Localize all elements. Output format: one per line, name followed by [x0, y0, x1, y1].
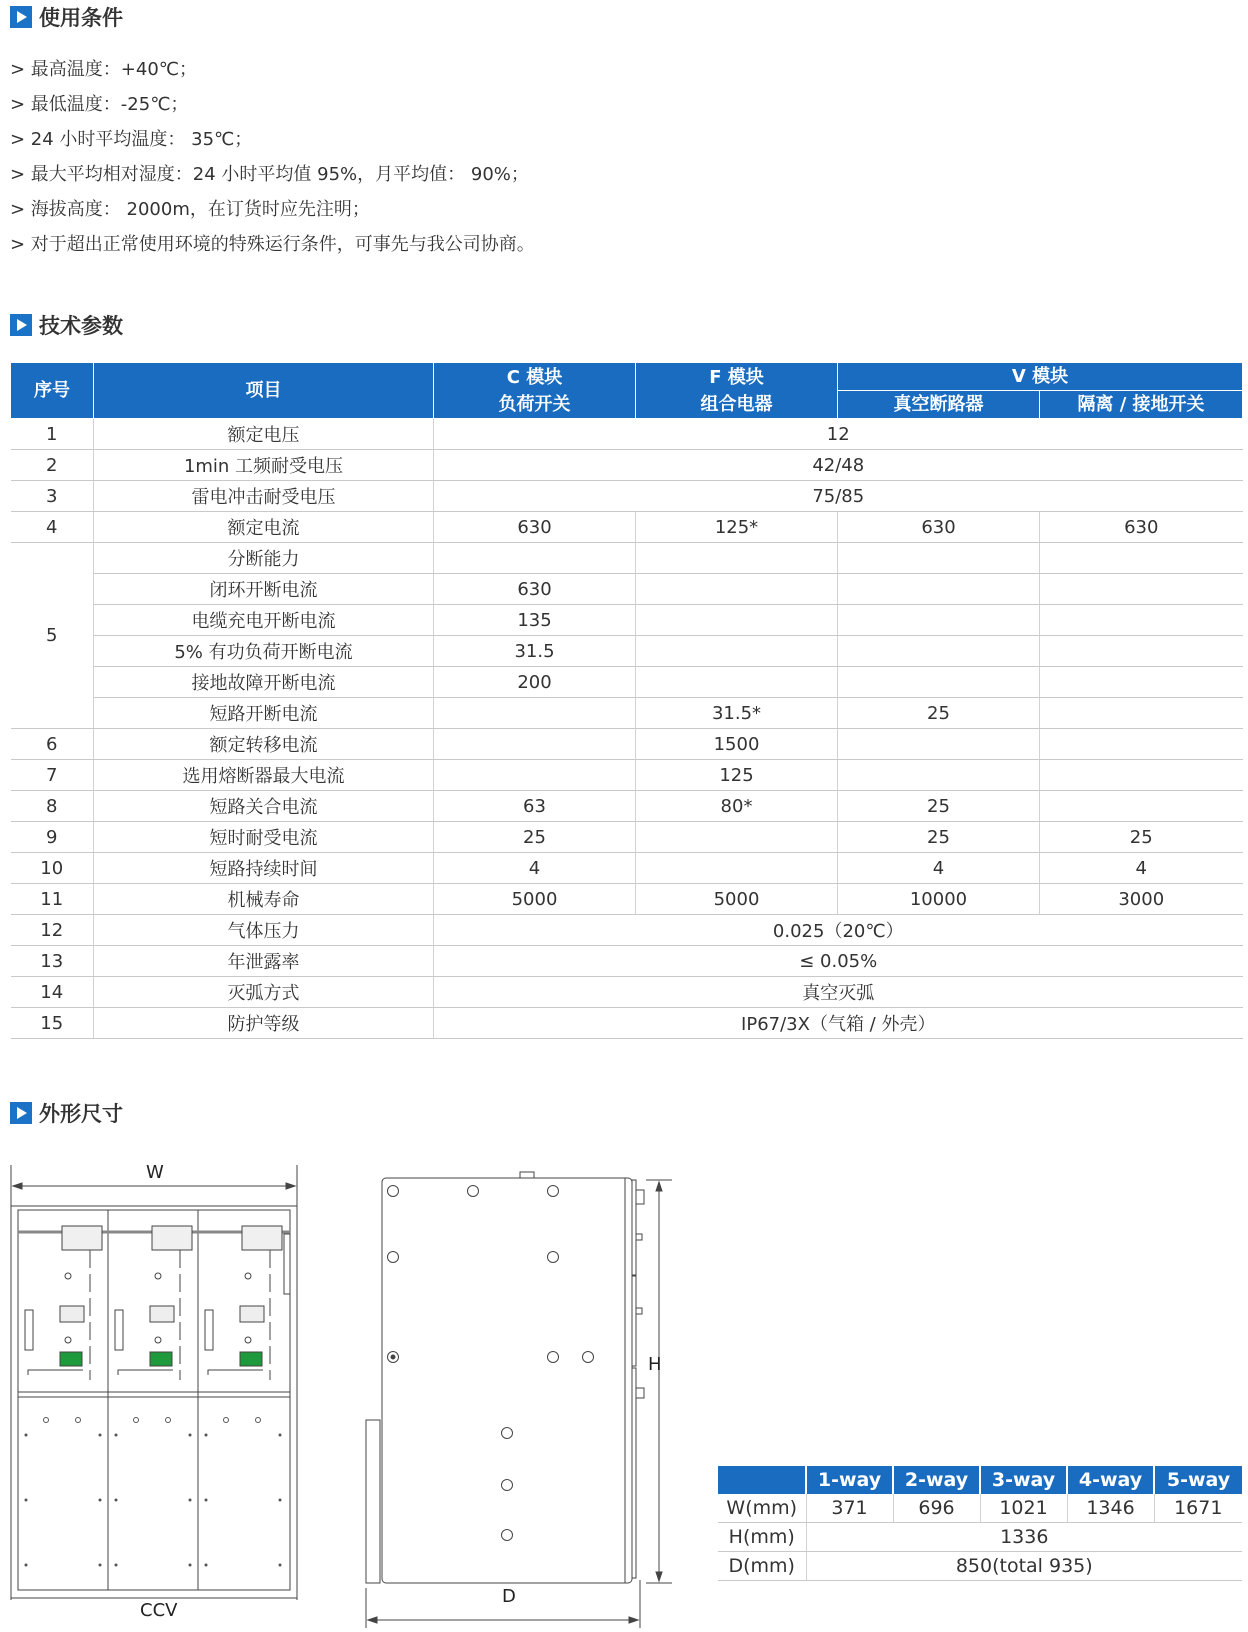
row-number: 2	[11, 450, 94, 481]
row-number: 5	[11, 543, 94, 729]
row-merged-value: ≤ 0.05%	[434, 946, 1243, 977]
header-c-module	[434, 363, 636, 419]
row-merged-value: 0.025（20℃）	[434, 915, 1243, 946]
row-number: 15	[11, 1008, 94, 1039]
table-row	[11, 791, 1243, 822]
row-v1-value	[838, 729, 1040, 760]
row-number: 14	[11, 977, 94, 1008]
row-f-value: 31.5*	[636, 698, 838, 729]
dims-cell: 696	[893, 1494, 980, 1523]
table-row	[11, 822, 1243, 853]
depth-label: D	[502, 1586, 516, 1607]
row-number: 3	[11, 481, 94, 512]
table-row	[11, 636, 1243, 667]
play-arrow-icon	[10, 1102, 32, 1124]
row-number: 7	[11, 760, 94, 791]
table-row	[11, 419, 1243, 450]
dims-header-blank	[718, 1466, 806, 1494]
row-item: 雷电冲击耐受电压	[94, 481, 434, 512]
section-params-heading	[10, 310, 123, 340]
table-row	[11, 915, 1243, 946]
dimensions-table	[718, 1466, 1242, 1581]
table-row	[11, 760, 1243, 791]
row-item: 灭弧方式	[94, 977, 434, 1008]
row-item: 闭环开断电流	[94, 574, 434, 605]
table-row	[11, 574, 1243, 605]
table-row	[11, 1008, 1243, 1039]
row-v2-value	[1040, 543, 1243, 574]
play-arrow-icon	[10, 314, 32, 336]
header-f-sub: 组合电器	[700, 393, 773, 415]
row-f-value: 125	[636, 760, 838, 791]
row-v1-value	[838, 574, 1040, 605]
row-v2-value: 4	[1040, 853, 1243, 884]
row-c-value: 630	[434, 574, 636, 605]
row-number: 11	[11, 884, 94, 915]
row-item: 短路开断电流	[94, 698, 434, 729]
dims-row-d	[718, 1552, 1242, 1581]
play-arrow-icon	[10, 6, 32, 28]
condition-item: > 最高温度：+40℃；	[10, 59, 198, 80]
width-label: W	[146, 1162, 164, 1183]
row-merged-value: 12	[434, 419, 1243, 450]
row-f-value	[636, 667, 838, 698]
row-v1-value	[838, 636, 1040, 667]
dims-row-w	[718, 1494, 1242, 1523]
row-c-value: 135	[434, 605, 636, 636]
row-item: 分断能力	[94, 543, 434, 574]
row-item: 额定转移电流	[94, 729, 434, 760]
spec-table	[10, 362, 1243, 1039]
row-number: 10	[11, 853, 94, 884]
section-title: 使用条件	[39, 6, 123, 30]
condition-item: > 海拔高度： 2000m，在订货时应先注明；	[10, 199, 370, 220]
row-f-value	[636, 636, 838, 667]
row-v1-value: 25	[838, 791, 1040, 822]
header-no: 序号	[11, 363, 94, 419]
row-f-value	[636, 605, 838, 636]
table-row	[11, 946, 1243, 977]
header-item: 项目	[94, 363, 434, 419]
row-number: 4	[11, 512, 94, 543]
condition-item: > 24 小时平均温度： 35℃；	[10, 129, 253, 150]
table-row	[11, 605, 1243, 636]
table-row	[11, 667, 1243, 698]
row-v2-value	[1040, 636, 1243, 667]
row-merged-value: 真空灭弧	[434, 977, 1243, 1008]
section-dims-heading	[10, 1098, 123, 1128]
row-v2-value	[1040, 605, 1243, 636]
row-number: 1	[11, 419, 94, 450]
section-title: 外形尺寸	[39, 1102, 123, 1126]
table-row	[11, 884, 1243, 915]
row-item: 机械寿命	[94, 884, 434, 915]
header-v-sub2: 隔离 / 接地开关	[1040, 391, 1243, 419]
row-v2-value: 25	[1040, 822, 1243, 853]
row-item: 电缆充电开断电流	[94, 605, 434, 636]
row-v1-value	[838, 605, 1040, 636]
section-title: 技术参数	[39, 314, 123, 338]
row-c-value: 630	[434, 512, 636, 543]
row-number: 6	[11, 729, 94, 760]
row-v2-value: 630	[1040, 512, 1243, 543]
dims-cell: 1671	[1154, 1494, 1242, 1523]
condition-item: > 最低温度：-25℃；	[10, 94, 189, 115]
table-row	[11, 512, 1243, 543]
side-view-drawing	[362, 1160, 692, 1630]
row-v1-value	[838, 667, 1040, 698]
dims-row-label: W(mm)	[718, 1494, 806, 1523]
row-item: 选用熔断器最大电流	[94, 760, 434, 791]
dims-cell: 1346	[1067, 1494, 1154, 1523]
row-v2-value	[1040, 667, 1243, 698]
row-v1-value: 630	[838, 512, 1040, 543]
dims-row-label: H(mm)	[718, 1523, 806, 1552]
row-number: 13	[11, 946, 94, 977]
row-c-value	[434, 698, 636, 729]
row-f-value	[636, 853, 838, 884]
row-v1-value	[838, 760, 1040, 791]
row-f-value	[636, 543, 838, 574]
row-item: 气体压力	[94, 915, 434, 946]
dims-header-4way: 4-way	[1067, 1466, 1154, 1494]
row-c-value: 5000	[434, 884, 636, 915]
dims-header-1way: 1-way	[806, 1466, 893, 1494]
row-item: 年泄露率	[94, 946, 434, 977]
row-item: 额定电流	[94, 512, 434, 543]
row-v1-value: 4	[838, 853, 1040, 884]
dims-cell: 1336	[806, 1523, 1242, 1552]
row-v1-value: 10000	[838, 884, 1040, 915]
row-number: 9	[11, 822, 94, 853]
height-label: H	[648, 1354, 662, 1375]
row-item: 短路持续时间	[94, 853, 434, 884]
dims-cell: 850(total 935)	[806, 1552, 1242, 1581]
row-v2-value	[1040, 760, 1243, 791]
row-number: 12	[11, 915, 94, 946]
row-f-value: 80*	[636, 791, 838, 822]
row-v1-value: 25	[838, 698, 1040, 729]
row-f-value: 1500	[636, 729, 838, 760]
row-item: 5% 有功负荷开断电流	[94, 636, 434, 667]
row-v2-value: 3000	[1040, 884, 1243, 915]
conditions-list	[10, 52, 535, 262]
row-c-value: 31.5	[434, 636, 636, 667]
row-c-value	[434, 729, 636, 760]
header-v-module: V 模块	[838, 363, 1243, 391]
header-f-module	[636, 363, 838, 419]
row-v2-value	[1040, 574, 1243, 605]
row-item: 短路关合电流	[94, 791, 434, 822]
row-c-value: 25	[434, 822, 636, 853]
row-f-value: 125*	[636, 512, 838, 543]
row-c-value: 63	[434, 791, 636, 822]
row-v2-value	[1040, 729, 1243, 760]
header-f-title: F 模块	[709, 366, 764, 388]
row-merged-value: 75/85	[434, 481, 1243, 512]
row-item: 短时耐受电流	[94, 822, 434, 853]
row-v1-value: 25	[838, 822, 1040, 853]
row-item: 1min 工频耐受电压	[94, 450, 434, 481]
section-conditions-heading	[10, 2, 123, 32]
row-c-value	[434, 760, 636, 791]
table-row	[11, 481, 1243, 512]
table-row	[11, 450, 1243, 481]
table-row	[11, 729, 1243, 760]
spec-table-body	[11, 419, 1243, 1039]
row-v1-value	[838, 543, 1040, 574]
table-row	[11, 853, 1243, 884]
header-c-sub: 负荷开关	[498, 393, 571, 415]
row-f-value	[636, 822, 838, 853]
row-v2-value	[1040, 698, 1243, 729]
dims-cell: 1021	[980, 1494, 1067, 1523]
front-view-drawing	[8, 1160, 308, 1630]
table-row	[11, 977, 1243, 1008]
row-item: 接地故障开断电流	[94, 667, 434, 698]
row-merged-value: IP67/3X（气箱 / 外壳）	[434, 1008, 1243, 1039]
row-c-value: 200	[434, 667, 636, 698]
condition-item: > 最大平均相对湿度：24 小时平均值 95%，月平均值： 90%；	[10, 164, 529, 185]
row-merged-value: 42/48	[434, 450, 1243, 481]
row-f-value: 5000	[636, 884, 838, 915]
row-item: 防护等级	[94, 1008, 434, 1039]
row-f-value	[636, 574, 838, 605]
dims-row-label: D(mm)	[718, 1552, 806, 1581]
row-item: 额定电压	[94, 419, 434, 450]
table-row	[11, 543, 1243, 574]
dims-header-5way: 5-way	[1154, 1466, 1242, 1494]
row-v2-value	[1040, 791, 1243, 822]
ccv-label: CCV	[140, 1600, 178, 1621]
dims-row-h	[718, 1523, 1242, 1552]
row-number: 8	[11, 791, 94, 822]
header-v-sub1: 真空断路器	[838, 391, 1040, 419]
header-c-title: C 模块	[506, 366, 563, 388]
condition-item: > 对于超出正常使用环境的特殊运行条件，可事先与我公司协商。	[10, 234, 535, 255]
row-c-value	[434, 543, 636, 574]
dims-header-2way: 2-way	[893, 1466, 980, 1494]
dims-cell: 371	[806, 1494, 893, 1523]
dims-header-3way: 3-way	[980, 1466, 1067, 1494]
row-c-value: 4	[434, 853, 636, 884]
table-row	[11, 698, 1243, 729]
